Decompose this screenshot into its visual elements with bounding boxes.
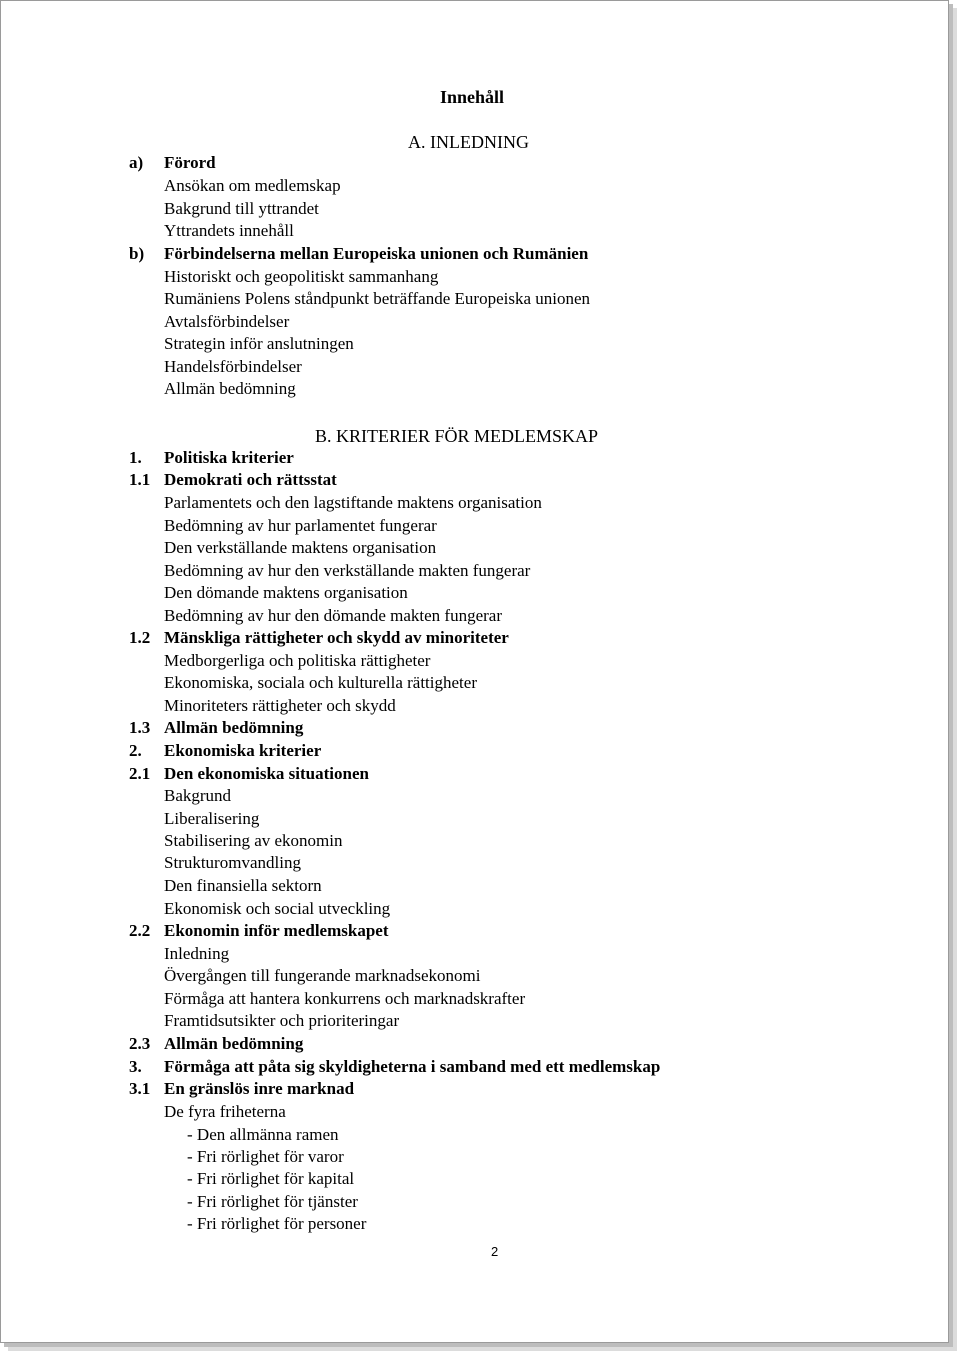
toc-entry: Den verkställande maktens organisation	[164, 538, 437, 557]
toc-number: b)	[129, 244, 145, 263]
toc-heading: Politiska kriterier	[164, 448, 294, 467]
toc-entry: Framtidsutsikter och prioriteringar	[164, 1011, 400, 1030]
toc-number: 1.3	[129, 718, 151, 737]
toc-number: 1.1	[129, 470, 151, 489]
toc-entry: Bedömning av hur den dömande makten fungerar	[164, 606, 503, 625]
toc-entry: Ekonomiska, sociala och kulturella rättigheter	[164, 673, 477, 692]
toc-entry: Strukturomvandling	[164, 853, 301, 872]
toc-heading: Allmän bedömning	[164, 1034, 304, 1053]
toc-number: 3.1	[129, 1079, 151, 1098]
toc-number: 1.	[129, 448, 142, 467]
toc-entry: Yttrandets innehåll	[164, 221, 294, 240]
toc-entry: - Fri rörlighet för kapital	[187, 1169, 355, 1188]
toc-heading: Ekonomin inför medlemskapet	[164, 921, 389, 940]
toc-entry: Allmän bedömning	[164, 379, 296, 398]
toc-heading: Ekonomiska kriterier	[164, 741, 322, 760]
page-number: 2	[491, 1244, 499, 1259]
toc-entry: De fyra friheterna	[164, 1102, 286, 1121]
toc-heading: Förmåga att påta sig skyldigheterna i samband med ett medlemskap	[164, 1057, 661, 1076]
toc-entry: Avtalsförbindelser	[164, 312, 290, 331]
toc-heading: En gränslös inre marknad	[164, 1079, 355, 1098]
toc-entry: Övergången till fungerande marknadsekonomi	[164, 966, 481, 985]
toc-heading: Mänskliga rättigheter och skydd av minoriteter	[164, 628, 509, 647]
toc-entry: Ekonomisk och social utveckling	[164, 899, 391, 918]
toc-entry: Strategin inför anslutningen	[164, 334, 354, 353]
toc-entry: Rumäniens Polens ståndpunkt beträffande Europeiska unionen	[164, 289, 591, 308]
toc-number: 2.3	[129, 1034, 151, 1053]
toc-entry: - Fri rörlighet för tjänster	[187, 1192, 358, 1211]
section-heading-b: B. KRITERIER FÖR MEDLEMSKAP	[315, 426, 599, 446]
toc-entry: Bakgrund till yttrandet	[164, 199, 319, 218]
toc-entry: Minoriteters rättigheter och skydd	[164, 696, 396, 715]
toc-entry: - Fri rörlighet för varor	[187, 1147, 344, 1166]
toc-entry: Förmåga att hantera konkurrens och marknadskrafter	[164, 989, 526, 1008]
toc-entry: Den dömande maktens organisation	[164, 583, 408, 602]
toc-number: 2.	[129, 741, 142, 760]
toc-entry: Medborgerliga och politiska rättigheter	[164, 651, 431, 670]
toc-number: 2.1	[129, 764, 151, 783]
toc-number: 3.	[129, 1057, 142, 1076]
section-heading-a: A. INLEDNING	[408, 132, 529, 152]
toc-entry: Parlamentets och den lagstiftande maktens organisation	[164, 493, 542, 512]
toc-number: a)	[129, 153, 144, 172]
toc-entry: Liberalisering	[164, 809, 260, 828]
page-title: Innehåll	[440, 87, 505, 107]
toc-heading: Förord	[164, 153, 216, 172]
toc-entry: Inledning	[164, 944, 230, 963]
toc-number: 1.2	[129, 628, 151, 647]
toc-entry: Ansökan om medlemskap	[164, 176, 341, 195]
toc-heading: Förbindelserna mellan Europeiska unionen och Rumänien	[164, 244, 589, 263]
toc-entry: Stabilisering av ekonomin	[164, 831, 343, 850]
toc-number: 2.2	[129, 921, 151, 940]
toc-heading: Den ekonomiska situationen	[164, 764, 369, 783]
toc-entry: Bakgrund	[164, 786, 232, 805]
toc-heading: Allmän bedömning	[164, 718, 304, 737]
toc-entry: Bedömning av hur parlamentet fungerar	[164, 516, 437, 535]
toc-entry: - Den allmänna ramen	[187, 1125, 339, 1144]
toc-entry: Historiskt och geopolitiskt sammanhang	[164, 267, 439, 286]
toc-entry: - Fri rörlighet för personer	[187, 1214, 367, 1233]
toc-entry: Handelsförbindelser	[164, 357, 302, 376]
toc-heading: Demokrati och rättsstat	[164, 470, 337, 489]
toc-entry: Bedömning av hur den verkställande makten fungerar	[164, 561, 531, 580]
toc-entry: Den finansiella sektorn	[164, 876, 322, 895]
